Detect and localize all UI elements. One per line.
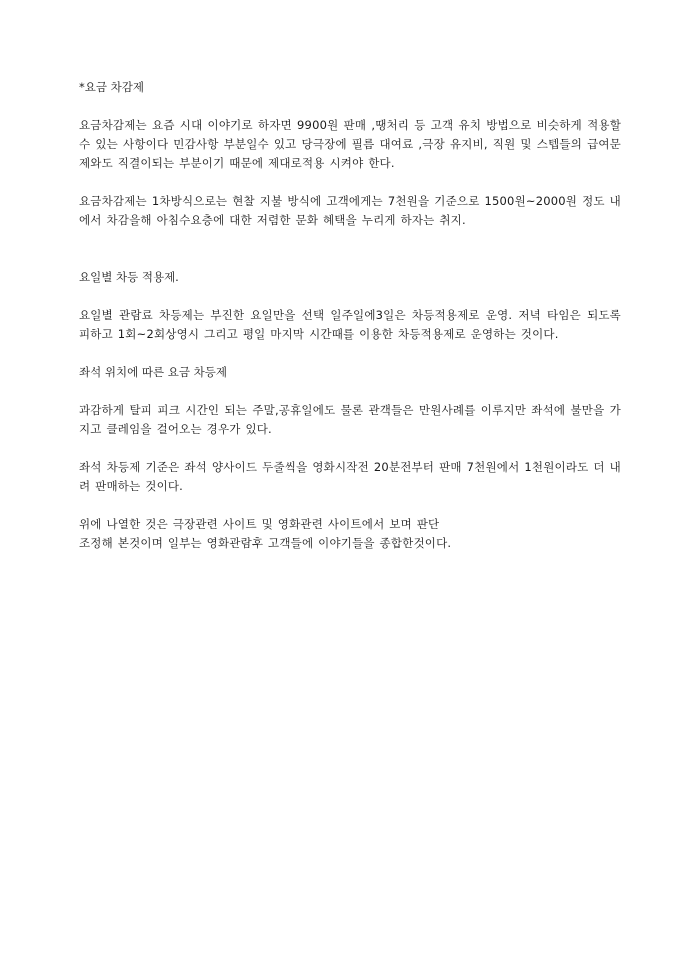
paragraph-seat-complaints: 과감하게 탈피 피크 시간인 되는 주말,공휴일에도 물론 관객들은 만원사례를 이루지만 좌석에 불만을 가지고 클레임을 걸어오는 경우가 있다. xyxy=(79,403,621,436)
closing-line-2: 조정해 본것이며 일부는 영화관람후 고객들에 이야기들을 종합한것이다. xyxy=(79,536,452,550)
paragraph-seat-pricing-criteria: 좌석 차등제 기준은 좌석 양사이드 두줄씩을 영화시작전 20분전부터 판매 7천원에서 1천원이라도 더 내려 판매하는 것이다. xyxy=(79,460,621,493)
paragraph-fee-discount-method: 요금차감제는 1차방식으로는 현찰 지불 방식에 고객에게는 7천원을 기준으로 1500원~2000원 정도 내에서 차감을해 아침수요층에 대한 저렴한 문화 혜택을 누리게 하자는 취지. xyxy=(79,194,621,227)
paragraph-fee-discount-intro: 요금차감제는 요즘 시대 이야기로 하자면 9900원 판매 ,땡처리 등 고객 유치 방법으로 비슷하게 적용할수 있는 사항이다 민감사항 부분일수 있고 당극장에 필름 대여료 ,극장 유지비, 직원 및 스텝들의 급여문제와도 직결이되는 부분이기 때문에 제대로적용 시켜야 한다. xyxy=(79,118,621,170)
closing-line-1: 위에 나열한 것은 극장관련 사이트 및 영화관련 사이트에서 보며 판단 xyxy=(79,517,440,531)
section-heading-seat-pricing: 좌석 위치에 따른 요금 차등제 xyxy=(79,365,227,379)
paragraph-weekday-pricing: 요일별 관람료 차등제는 부진한 요일만을 선택 일주일에3일은 차등적용제로 운영. 저녁 타임은 되도록 피하고 1회~2회상영시 그리고 평일 마지막 시간때를 이용한 차등적용제로 운영하는 것이다. xyxy=(79,308,621,341)
document-body xyxy=(79,78,621,572)
section-heading-fee-discount: *요금 차감제 xyxy=(79,80,144,94)
paragraph-closing xyxy=(79,515,621,553)
blank-line xyxy=(79,249,621,268)
section-heading-weekday-pricing: 요일별 차등 적용제. xyxy=(79,270,179,284)
